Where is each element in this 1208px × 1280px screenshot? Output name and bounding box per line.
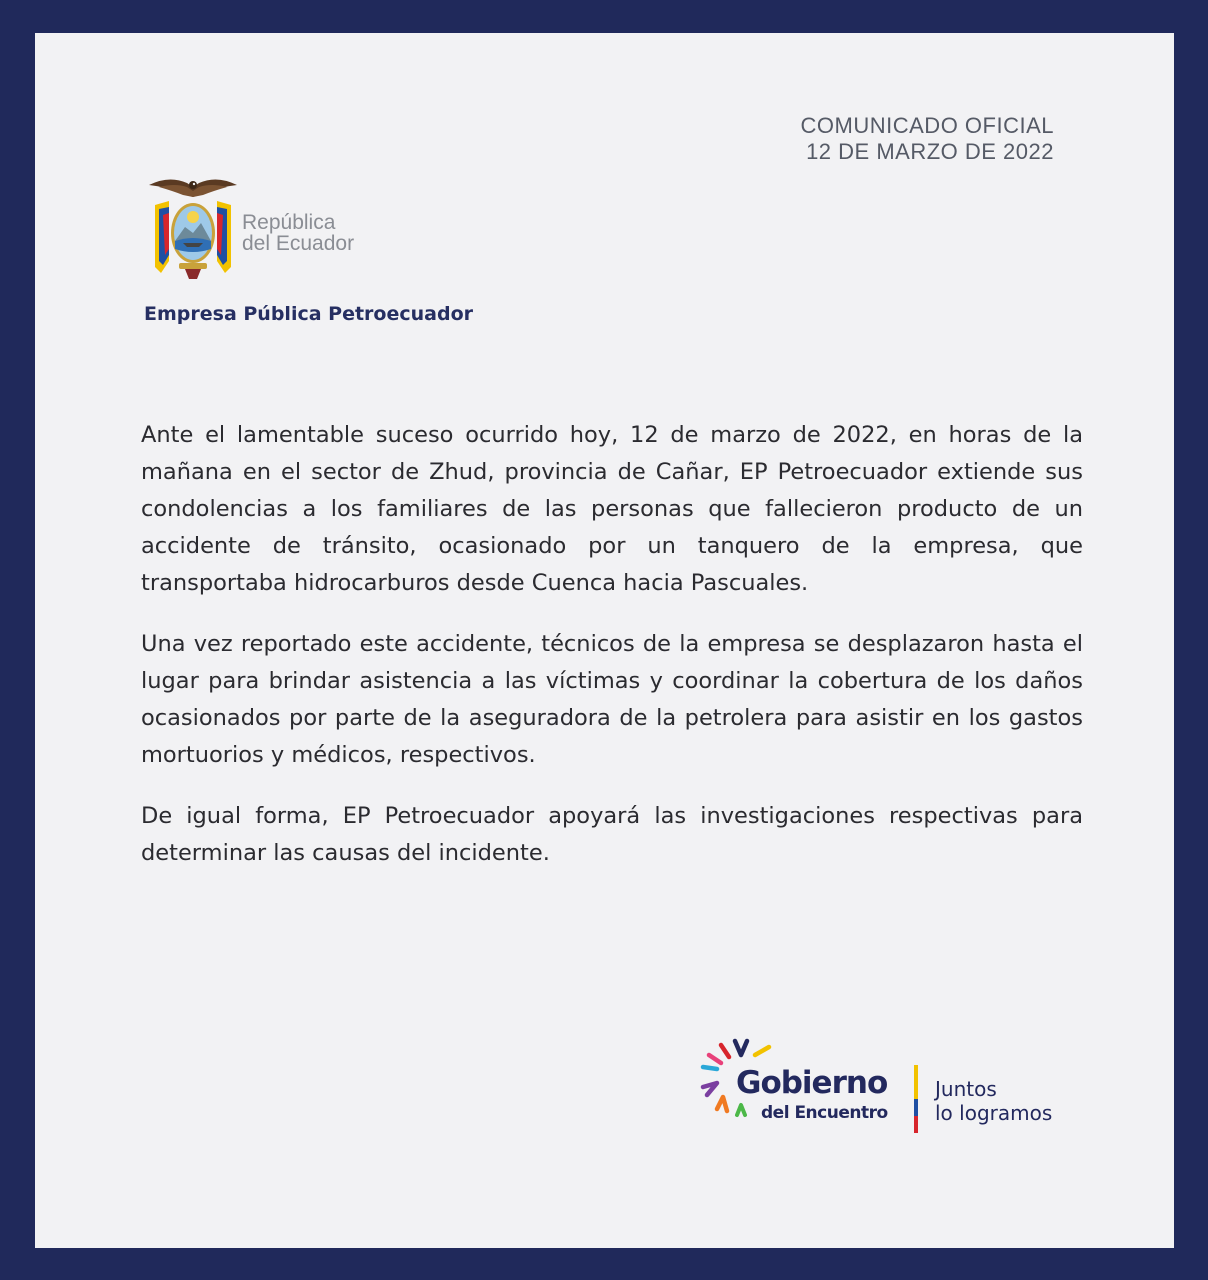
republic-crest-block	[145, 175, 385, 285]
logo-title: Gobierno	[736, 1065, 888, 1101]
document-page	[35, 33, 1174, 1248]
gobierno-encuentro-logo	[699, 1035, 1099, 1145]
slogan: Juntos lo logramos	[935, 1077, 1053, 1125]
flag-divider	[914, 1065, 918, 1133]
communique-body	[141, 417, 1083, 896]
ecuador-coat-of-arms-icon	[145, 175, 241, 283]
document-date: 12 DE MARZO DE 2022	[806, 139, 1054, 164]
body-paragraph-3: De igual forma, EP Petroecuador apoyará las investigaciones respectivas para determinar las causas del incidente.	[141, 803, 1083, 866]
body-paragraph-1: Ante el lamentable suceso ocurrido hoy, 12 de marzo de 2022, en horas de la mañana en el sector de Zhud, provincia de Cañar, EP Petroecuador extiende sus condolencias a los familiares de las personas que fallecieron producto de un accidente de tránsito, ocasionado por un tanquero de la empresa, que transportaba hidrocarburos desde Cuenca hacia Pascuales.	[141, 422, 1083, 596]
body-paragraph-2: Una vez reportado este accidente, técnicos de la empresa se desplazaron hasta el lugar para brindar asistencia a las víctimas y coordinar la cobertura de los daños ocasionados por parte de la aseguradora de la petrolera para asistir en los gastos mortuorios y médicos, respectivos.	[141, 631, 1083, 768]
logo-subtitle: del Encuentro	[761, 1103, 888, 1123]
header-meta	[801, 113, 1054, 165]
document-type: COMUNICADO OFICIAL	[800, 113, 1054, 138]
organization-name: Empresa Pública Petroecuador	[144, 303, 473, 325]
republic-name: República del Ecuador	[242, 211, 355, 255]
